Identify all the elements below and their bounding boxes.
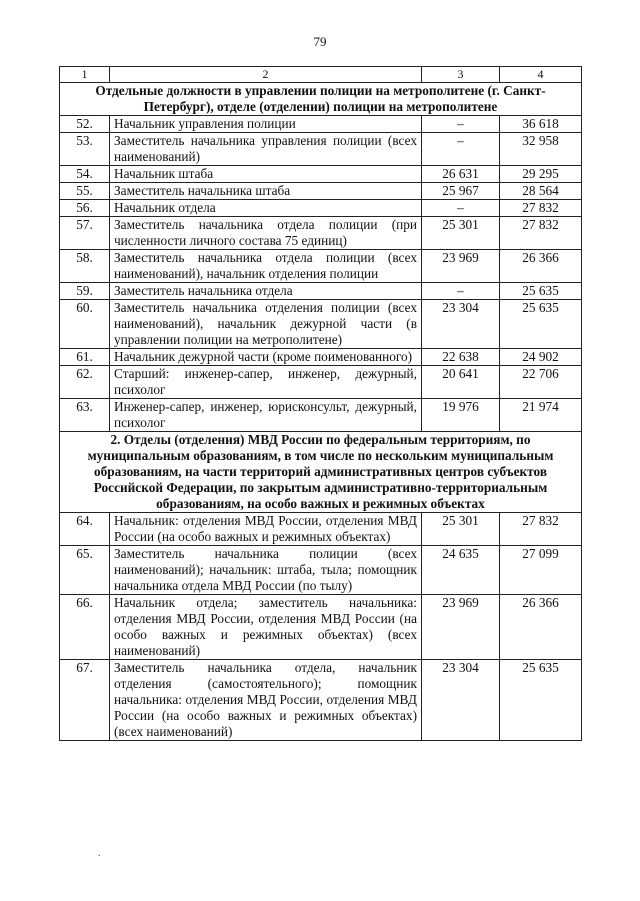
row-value-col3: 23 969 <box>422 250 500 283</box>
row-value-col4: 24 902 <box>500 349 582 366</box>
header-col-4: 4 <box>500 67 582 83</box>
row-number: 65. <box>60 546 110 595</box>
row-value-col4: 26 366 <box>500 595 582 660</box>
row-value-col4: 28 564 <box>500 183 582 200</box>
row-value-col3: – <box>422 116 500 133</box>
header-col-3: 3 <box>422 67 500 83</box>
row-value-col3: 22 638 <box>422 349 500 366</box>
row-value-col4: 27 832 <box>500 200 582 217</box>
row-position: Начальник: отделения МВД России, отделения МВД России (на особо важных и режимных объектах) <box>110 513 422 546</box>
table-row <box>60 200 582 217</box>
page-number: 79 <box>313 34 327 49</box>
header-col-1: 1 <box>60 67 110 83</box>
row-number: 61. <box>60 349 110 366</box>
table-row <box>60 399 582 432</box>
row-value-col3: 23 969 <box>422 595 500 660</box>
row-value-col3: 25 967 <box>422 183 500 200</box>
row-position: Заместитель начальника отдела <box>110 283 422 300</box>
scan-mark: . <box>98 848 101 859</box>
row-value-col4: 26 366 <box>500 250 582 283</box>
table-row <box>60 300 582 349</box>
row-position: Начальник дежурной части (кроме поименованного) <box>110 349 422 366</box>
table-row <box>60 366 582 399</box>
row-value-col3: 26 631 <box>422 166 500 183</box>
row-position: Начальник штаба <box>110 166 422 183</box>
row-number: 59. <box>60 283 110 300</box>
row-number: 52. <box>60 116 110 133</box>
row-value-col3: 20 641 <box>422 366 500 399</box>
table-row <box>60 595 582 660</box>
row-value-col3: – <box>422 200 500 217</box>
row-value-col4: 22 706 <box>500 366 582 399</box>
row-position: Заместитель начальника отдела полиции (всех наименований), начальник отделения полиции <box>110 250 422 283</box>
row-position: Начальник отдела <box>110 200 422 217</box>
table-row <box>60 546 582 595</box>
row-number: 58. <box>60 250 110 283</box>
salary-table <box>59 66 582 741</box>
row-position: Заместитель начальника отделения полиции (всех наименований), начальник дежурной части (в управлении полиции на метрополитене) <box>110 300 422 349</box>
section-row-territories <box>60 432 582 513</box>
row-value-col4: 25 635 <box>500 300 582 349</box>
row-value-col4: 21 974 <box>500 399 582 432</box>
row-value-col3: 19 976 <box>422 399 500 432</box>
row-number: 53. <box>60 133 110 166</box>
section-title-metro: Отдельные должности в управлении полиции на метрополитене (г. Санкт-Петербург), отделе (отделении) полиции на метрополитене <box>60 83 582 116</box>
row-number: 54. <box>60 166 110 183</box>
row-value-col3: – <box>422 133 500 166</box>
row-value-col4: 29 295 <box>500 166 582 183</box>
row-position: Старший: инженер-сапер, инженер, дежурный, психолог <box>110 366 422 399</box>
row-value-col4: 36 618 <box>500 116 582 133</box>
row-number: 57. <box>60 217 110 250</box>
row-value-col3: 25 301 <box>422 513 500 546</box>
section-row-metro <box>60 83 582 116</box>
row-value-col3: 23 304 <box>422 660 500 741</box>
table-row <box>60 660 582 741</box>
row-number: 56. <box>60 200 110 217</box>
table-row <box>60 183 582 200</box>
row-number: 63. <box>60 399 110 432</box>
row-value-col4: 27 099 <box>500 546 582 595</box>
table-row <box>60 133 582 166</box>
row-number: 67. <box>60 660 110 741</box>
row-position: Заместитель начальника отдела, начальник отделения (самостоятельного); помощник начальника: отделения МВД России, отделения МВД России (на особо важных и режимных объектах) (всех наименований) <box>110 660 422 741</box>
table-header-row <box>60 67 582 83</box>
row-position: Начальник управления полиции <box>110 116 422 133</box>
table-row <box>60 166 582 183</box>
row-position: Инженер-сапер, инженер, юрисконсульт, дежурный, психолог <box>110 399 422 432</box>
row-number: 66. <box>60 595 110 660</box>
row-value-col3: 24 635 <box>422 546 500 595</box>
row-position: Начальник отдела; заместитель начальника: отделения МВД России, отделения МВД России (на особо важных и режимных объектах) (всех наименований) <box>110 595 422 660</box>
row-value-col3: – <box>422 283 500 300</box>
table-row <box>60 217 582 250</box>
row-number: 55. <box>60 183 110 200</box>
row-value-col4: 27 832 <box>500 217 582 250</box>
row-value-col4: 32 958 <box>500 133 582 166</box>
table-row <box>60 116 582 133</box>
row-value-col4: 25 635 <box>500 660 582 741</box>
table-row <box>60 250 582 283</box>
table-row <box>60 513 582 546</box>
row-value-col3: 23 304 <box>422 300 500 349</box>
row-number: 64. <box>60 513 110 546</box>
section-title-territories: 2. Отделы (отделения) МВД России по федеральным территориям, по муниципальным образованиям, в том числе по нескольким муниципальным образованиям, на части территорий административных центров субъектов Российской Федерации, по закрытым административно-территориальным образованиям, на особо важных и режимных объектах <box>60 432 582 513</box>
row-number: 62. <box>60 366 110 399</box>
row-number: 60. <box>60 300 110 349</box>
row-value-col4: 25 635 <box>500 283 582 300</box>
table-row <box>60 283 582 300</box>
row-value-col4: 27 832 <box>500 513 582 546</box>
row-position: Заместитель начальника штаба <box>110 183 422 200</box>
row-position: Заместитель начальника управления полиции (всех наименований) <box>110 133 422 166</box>
row-position: Заместитель начальника полиции (всех наименований); начальник: штаба, тыла; помощник начальника отдела МВД России (по тылу) <box>110 546 422 595</box>
header-col-2: 2 <box>110 67 422 83</box>
row-value-col3: 25 301 <box>422 217 500 250</box>
row-position: Заместитель начальника отдела полиции (при численности личного состава 75 единиц) <box>110 217 422 250</box>
table-row <box>60 349 582 366</box>
